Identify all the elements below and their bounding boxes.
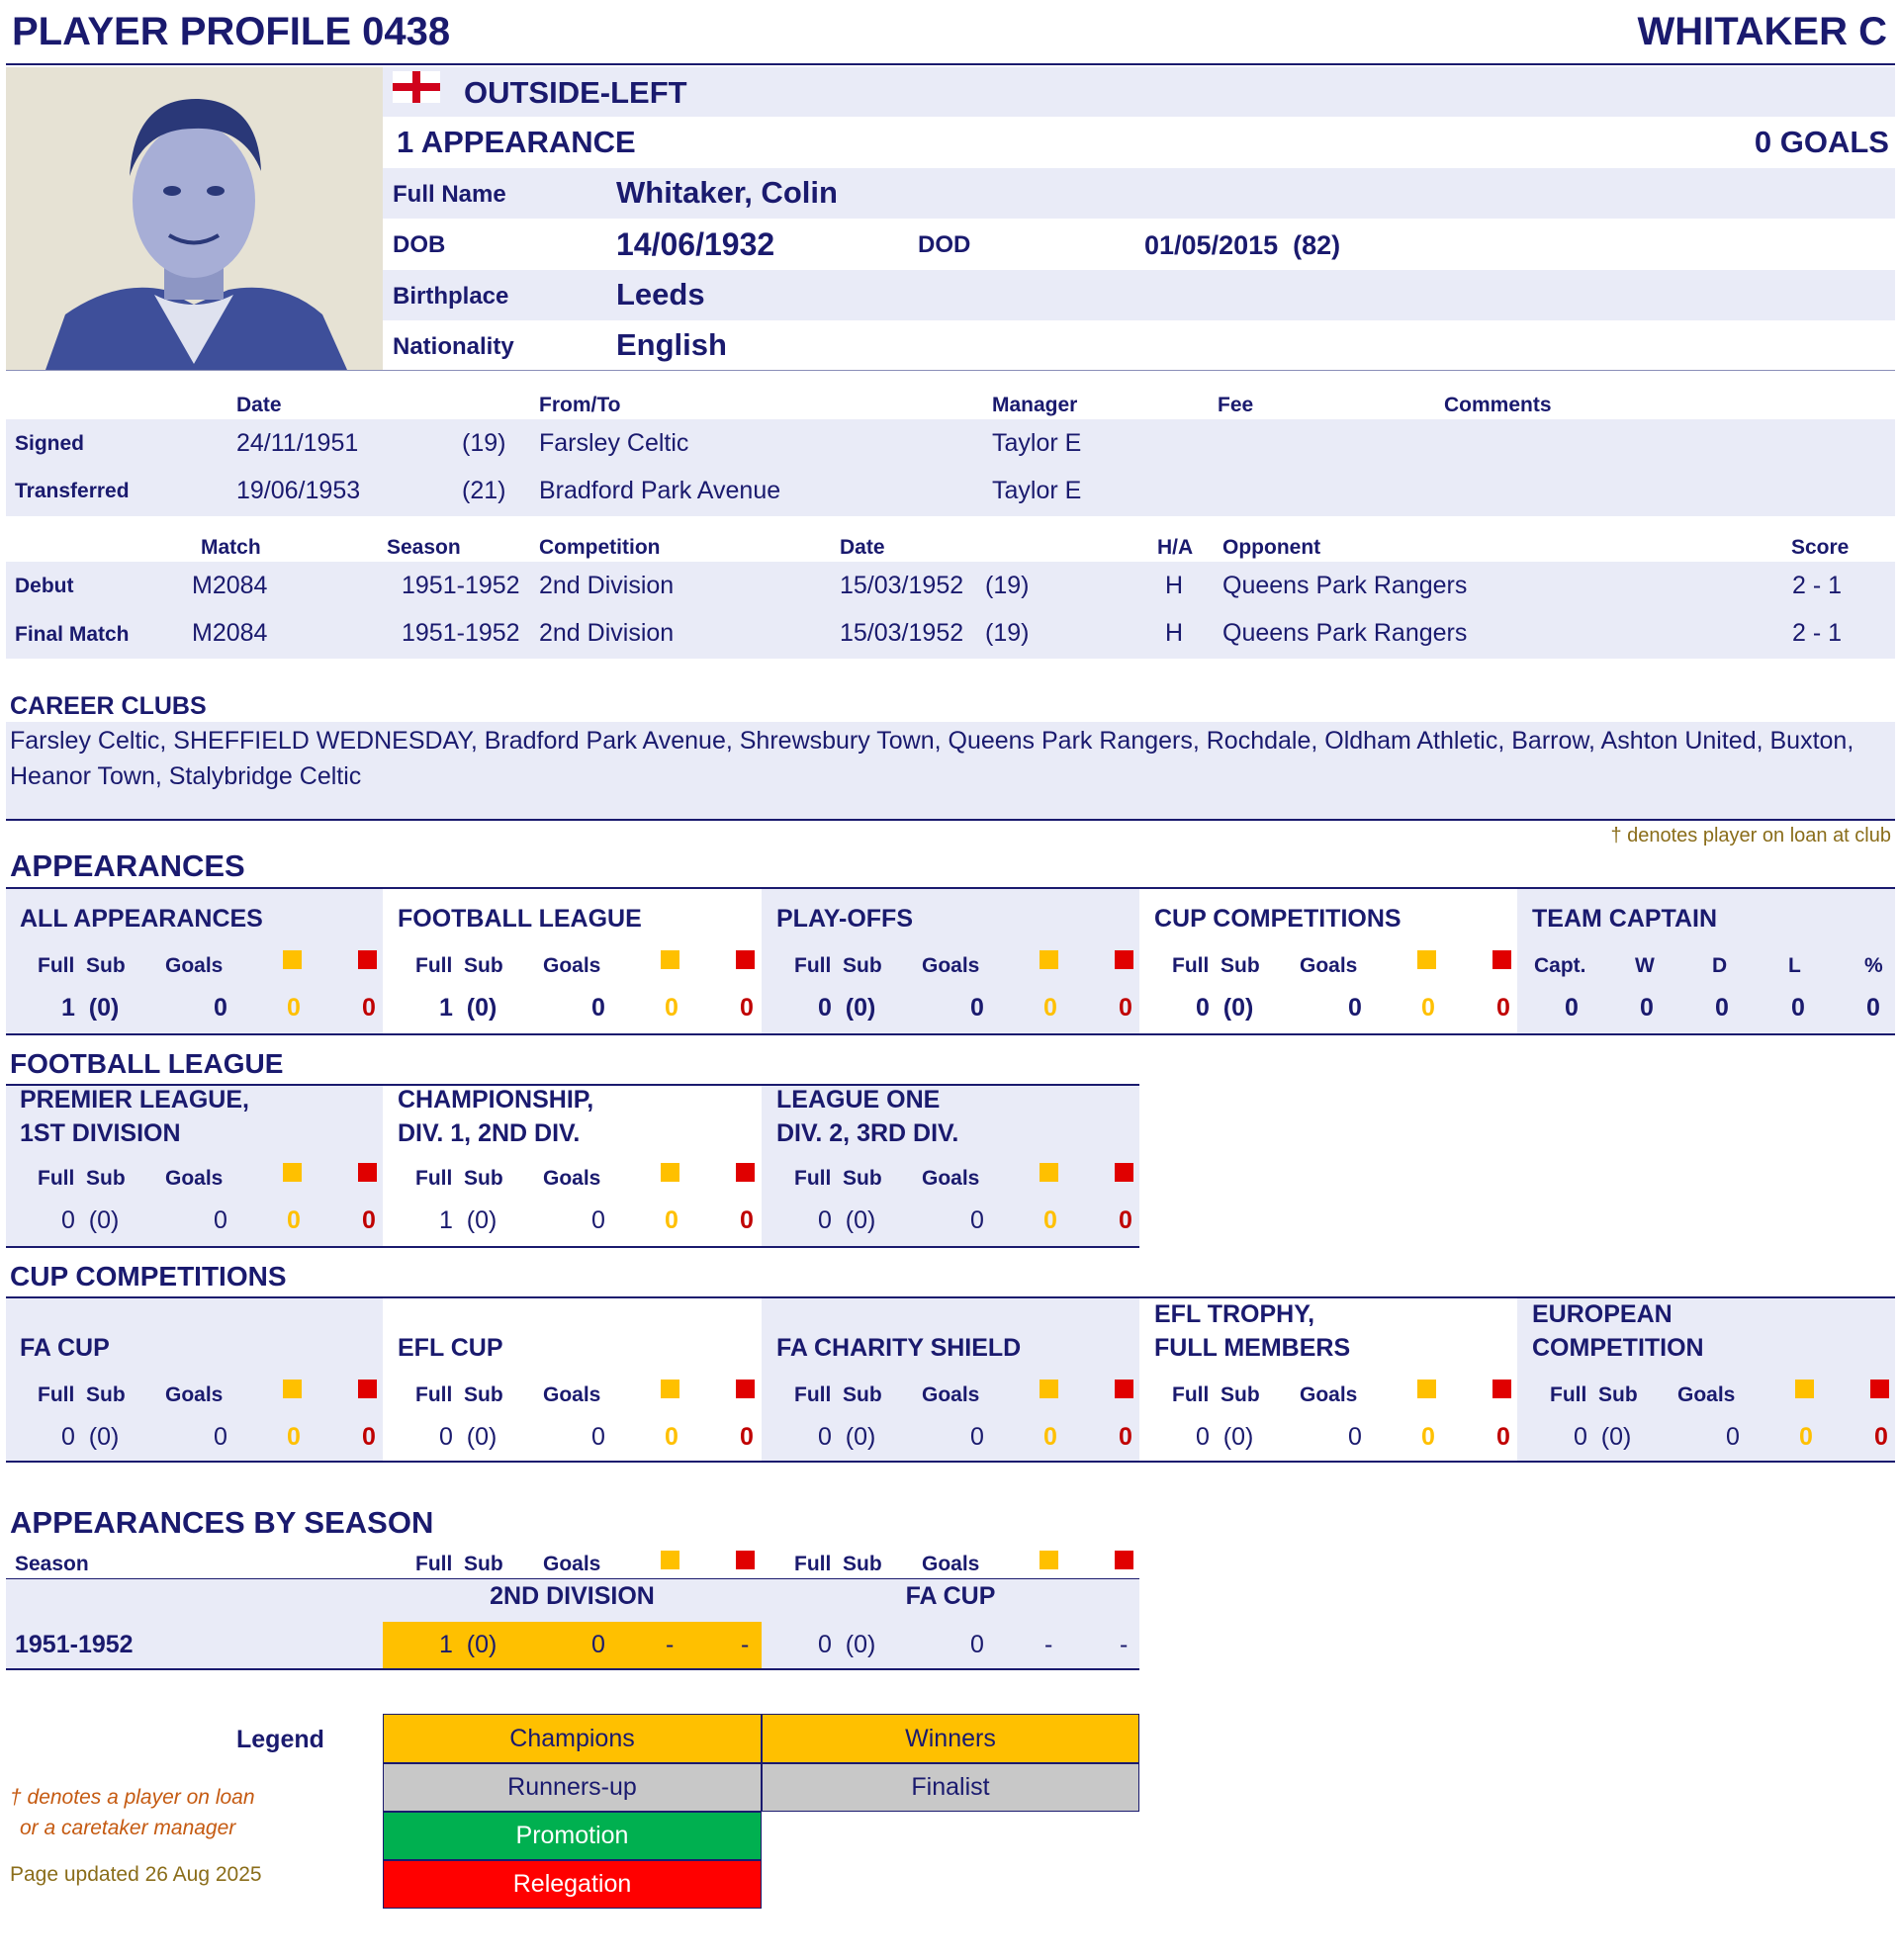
goals-value: 0: [970, 1631, 984, 1658]
goals-value: 0: [591, 1206, 605, 1234]
goals-value: 0: [970, 994, 984, 1022]
red-card-icon: [358, 1380, 377, 1398]
yellow-card-icon: [1040, 950, 1058, 969]
full-sub-value: 0 (0): [818, 1423, 876, 1451]
red-count: 0: [362, 1206, 376, 1234]
transfer-label: Transferred: [15, 480, 130, 502]
red-count: 0: [1119, 1423, 1132, 1451]
goals-value: 0: [970, 1423, 984, 1451]
cup-competitions-title: CUP COMPETITIONS: [10, 1261, 287, 1292]
red-card-icon: [1115, 1380, 1133, 1398]
appearances-title: APPEARANCES: [10, 848, 245, 883]
matches-header: [6, 532, 1895, 562]
red-card-icon: [358, 1163, 377, 1182]
yellow-count: 0: [1421, 1423, 1435, 1451]
loan-legend-note: † denotes a player on loan: [10, 1786, 255, 1809]
red-card-icon: [736, 1163, 755, 1182]
full-sub-value: 0 (0): [439, 1423, 497, 1451]
match-header: Match: [201, 536, 261, 559]
match-rows: [6, 562, 1895, 659]
goals-header: Goals: [543, 1383, 601, 1406]
cup-block-fa: [6, 1298, 383, 1461]
match-label: Debut: [15, 575, 74, 597]
match-ha: H: [1165, 619, 1184, 647]
match-age: (19): [985, 572, 1030, 599]
match-competition: 2nd Division: [539, 619, 675, 647]
cup-block-efl-trophy: [1139, 1298, 1517, 1461]
goals-value: 0: [591, 1423, 605, 1451]
red-card-icon: [1870, 1380, 1889, 1398]
transfers-manager-header: Manager: [992, 394, 1078, 416]
cups-panel: [6, 1298, 1895, 1461]
yellow-count: 0: [287, 1206, 301, 1234]
yellow-card-icon: [661, 1163, 679, 1182]
goals-value: 0: [214, 994, 227, 1022]
season-header: Season: [387, 536, 461, 559]
goals-header: Goals: [922, 1553, 980, 1575]
full-sub-header: Full Sub: [794, 1553, 882, 1575]
goals-header: Goals: [165, 954, 224, 977]
draws-value: 0: [1715, 994, 1729, 1022]
full-sub-header: Full Sub: [415, 1167, 503, 1190]
date-header: Date: [840, 536, 885, 559]
red-card-icon: [736, 1551, 755, 1569]
yellow-count: 0: [1043, 1423, 1057, 1451]
goals-value: 0: [1348, 994, 1362, 1022]
nationality-value: English: [616, 327, 727, 362]
opponent-header: Opponent: [1222, 536, 1321, 559]
block-title-line: PREMIER LEAGUE,: [20, 1086, 249, 1114]
cup-block-efl: [383, 1298, 762, 1461]
by-season-bottom-rule: [6, 1668, 1139, 1670]
player-photo: [6, 67, 383, 370]
full-sub-header: Full Sub: [38, 954, 126, 977]
full-sub-value: 0 (0): [1574, 1423, 1632, 1451]
goals-value: 0: [970, 1206, 984, 1234]
full-sub-header: Full Sub: [415, 1553, 503, 1575]
match-ha: H: [1165, 572, 1184, 599]
career-clubs-title: CAREER CLUBS: [10, 692, 207, 720]
goals-header: Goals: [922, 1167, 980, 1190]
block-title-line: DIV. 2, 3RD DIV.: [776, 1119, 959, 1147]
match-id: M2084: [192, 619, 268, 647]
yellow-card-icon: [661, 1551, 679, 1569]
draws-header: D: [1712, 954, 1728, 977]
match-label: Final Match: [15, 623, 130, 646]
nationality-label: Nationality: [393, 333, 514, 360]
season-header: Season: [15, 1553, 89, 1575]
wins-value: 0: [1640, 994, 1654, 1022]
yellow-count: 0: [1799, 1423, 1813, 1451]
by-season-title: APPEARANCES BY SEASON: [10, 1505, 434, 1540]
full-sub-value: 0 (0): [818, 1631, 876, 1658]
football-league-title: FOOTBALL LEAGUE: [10, 1048, 284, 1079]
full-sub-value: 0 (0): [61, 1206, 120, 1234]
red-card-icon: [1492, 950, 1511, 969]
yellow-count: 0: [665, 1206, 678, 1234]
red-count: 0: [1119, 994, 1132, 1022]
red-count: -: [741, 1631, 750, 1658]
goals-header: Goals: [922, 1383, 980, 1406]
block-title-line: EFL CUP: [398, 1334, 503, 1362]
stat-block-league: [383, 889, 762, 1033]
wins-header: W: [1635, 954, 1655, 977]
appearances-bottom-rule: [6, 1033, 1895, 1035]
birthplace-value: Leeds: [616, 277, 705, 312]
position: OUTSIDE-LEFT: [464, 75, 687, 110]
red-card-icon: [358, 950, 377, 969]
yellow-count: 0: [665, 994, 678, 1022]
full-sub-value: 1 (0): [61, 994, 120, 1022]
block-title-line: FA CHARITY SHIELD: [776, 1334, 1022, 1362]
yellow-count: 0: [665, 1423, 678, 1451]
transfer-club: Bradford Park Avenue: [539, 477, 781, 504]
yellow-card-icon: [1417, 950, 1436, 969]
full-sub-header: Full Sub: [1172, 954, 1260, 977]
block-title-line: COMPETITION: [1532, 1334, 1704, 1362]
full-sub-header: Full Sub: [38, 1167, 126, 1190]
match-season: 1951-1952: [402, 619, 520, 647]
yellow-count: 0: [287, 1423, 301, 1451]
legend-champions: Champions: [383, 1714, 762, 1763]
birthplace-row: [383, 270, 1895, 320]
block-title-line: LEAGUE ONE: [776, 1086, 941, 1114]
competition-fa-cup-header: FA CUP: [905, 1582, 996, 1610]
competition-2nd-division-header: 2ND DIVISION: [490, 1582, 655, 1610]
position-row: [383, 67, 1895, 117]
full-name-label: Full Name: [393, 181, 506, 208]
goals-header: Goals: [165, 1383, 224, 1406]
match-age: (19): [985, 619, 1030, 647]
match-date: 15/03/1952: [840, 619, 964, 647]
transfer-label: Signed: [15, 432, 85, 455]
dob-value: 14/06/1932: [616, 226, 775, 262]
yellow-count: -: [666, 1631, 675, 1658]
red-count: 0: [1119, 1206, 1132, 1234]
full-name-row: [383, 168, 1895, 219]
transfers-date-header: Date: [236, 394, 282, 416]
nationality-row: [383, 320, 1895, 370]
match-opponent: Queens Park Rangers: [1222, 572, 1468, 599]
birthplace-label: Birthplace: [393, 283, 509, 310]
score-header: Score: [1791, 536, 1850, 559]
red-count: 0: [1496, 994, 1510, 1022]
goals-header: Goals: [1300, 1383, 1358, 1406]
red-card-icon: [1492, 1380, 1511, 1398]
goals-header: Goals: [165, 1167, 224, 1190]
losses-value: 0: [1791, 994, 1805, 1022]
goals-total: 0 GOALS: [1754, 125, 1889, 159]
losses-header: L: [1788, 954, 1801, 977]
block-title: ALL APPEARANCES: [20, 905, 263, 933]
legend-title: Legend: [236, 1726, 324, 1753]
red-card-icon: [1115, 1551, 1133, 1569]
totals-row: [383, 117, 1895, 168]
football-league-bottom-rule: [6, 1246, 1139, 1248]
red-count: 0: [1874, 1423, 1888, 1451]
yellow-card-icon: [283, 1163, 302, 1182]
match-date: 15/03/1952: [840, 572, 964, 599]
full-sub-value: 1 (0): [439, 994, 497, 1022]
full-sub-header: Full Sub: [1172, 1383, 1260, 1406]
block-title-line: DIV. 1, 2ND DIV.: [398, 1119, 581, 1147]
yellow-card-icon: [1040, 1551, 1058, 1569]
yellow-card-icon: [1040, 1163, 1058, 1182]
transfer-manager: Taylor E: [992, 429, 1082, 457]
goals-value: 0: [214, 1423, 227, 1451]
transfer-manager: Taylor E: [992, 477, 1082, 504]
block-title-line: 1ST DIVISION: [20, 1119, 181, 1147]
transfers-fromto-header: From/To: [539, 394, 621, 416]
full-sub-value: 0 (0): [1196, 994, 1254, 1022]
page-updated: Page updated 26 Aug 2025: [10, 1863, 262, 1886]
transfer-age: (21): [462, 477, 506, 504]
profile-rule: [6, 370, 1895, 371]
appearances-total: 1 APPEARANCE: [397, 125, 636, 159]
match-competition: 2nd Division: [539, 572, 675, 599]
transfers-comments-header: Comments: [1444, 394, 1552, 416]
stat-block-captain: [1517, 889, 1895, 1033]
transfers-fee-header: Fee: [1218, 394, 1254, 416]
red-card-icon: [736, 950, 755, 969]
ha-header: H/A: [1157, 536, 1194, 559]
block-title-line: EUROPEAN: [1532, 1300, 1673, 1328]
red-count: -: [1120, 1631, 1129, 1658]
legend-relegation: Relegation: [383, 1860, 762, 1909]
goals-header: Goals: [1300, 954, 1358, 977]
full-sub-header: Full Sub: [794, 954, 882, 977]
red-count: 0: [740, 994, 754, 1022]
full-sub-header: Full Sub: [794, 1383, 882, 1406]
goals-header: Goals: [543, 1553, 601, 1575]
goals-header: Goals: [543, 1167, 601, 1190]
full-sub-header: Full Sub: [415, 954, 503, 977]
full-sub-value: 0 (0): [1196, 1423, 1254, 1451]
block-title: FOOTBALL LEAGUE: [398, 905, 642, 933]
goals-header: Goals: [1677, 1383, 1736, 1406]
football-league-panel: [6, 1086, 1139, 1246]
full-sub-header: Full Sub: [415, 1383, 503, 1406]
match-score: 2 - 1: [1792, 619, 1843, 647]
full-sub-header: Full Sub: [1550, 1383, 1638, 1406]
transfer-club: Farsley Celtic: [539, 429, 689, 457]
yellow-card-icon: [283, 950, 302, 969]
red-card-icon: [736, 1380, 755, 1398]
full-sub-value: 0 (0): [818, 994, 876, 1022]
yellow-count: -: [1044, 1631, 1053, 1658]
legend-finalist: Finalist: [762, 1763, 1139, 1812]
yellow-card-icon: [661, 950, 679, 969]
match-season: 1951-1952: [402, 572, 520, 599]
percent-header: %: [1864, 954, 1883, 977]
percent-value: 0: [1866, 994, 1880, 1022]
dod-value: 01/05/2015 (82): [1144, 230, 1341, 260]
block-title-line: FULL MEMBERS: [1154, 1334, 1351, 1362]
full-sub-header: Full Sub: [38, 1383, 126, 1406]
yellow-card-icon: [1040, 1380, 1058, 1398]
full-sub-value: 0 (0): [61, 1423, 120, 1451]
red-count: 0: [740, 1423, 754, 1451]
stat-block-playoffs: [762, 889, 1139, 1033]
header-rule: [6, 63, 1895, 65]
by-season-header: [6, 1551, 1139, 1578]
full-sub-value: 1 (0): [439, 1631, 497, 1658]
player-short-name: WHITAKER C: [1637, 10, 1887, 53]
red-card-icon: [1115, 950, 1133, 969]
dob-label: DOB: [393, 231, 446, 258]
appearances-panel: [6, 889, 1895, 1033]
full-sub-header: Full Sub: [794, 1167, 882, 1190]
career-clubs-line: Farsley Celtic, SHEFFIELD WEDNESDAY, Bradford Park Avenue, Shrewsbury Town, Queens Park Rangers, Rochdale, Oldham Athletic, Barrow, Ashton United, Buxton,: [10, 727, 1854, 755]
stat-block-all: [6, 889, 383, 1033]
page-title: PLAYER PROFILE 0438: [12, 10, 451, 53]
yellow-card-icon: [1417, 1380, 1436, 1398]
full-sub-value: 1 (0): [439, 1206, 497, 1234]
transfer-date: 24/11/1951: [236, 429, 359, 457]
red-card-icon: [1115, 1163, 1133, 1182]
full-name-value: Whitaker, Colin: [616, 175, 838, 210]
loan-legend-note: or a caretaker manager: [20, 1817, 236, 1839]
red-count: 0: [1496, 1423, 1510, 1451]
captain-header: Capt.: [1534, 954, 1586, 977]
dod-label: DOD: [918, 231, 971, 258]
england-flag-icon: [393, 71, 440, 103]
career-clubs-box: [6, 722, 1895, 819]
yellow-count: 0: [1421, 994, 1435, 1022]
block-title: TEAM CAPTAIN: [1532, 905, 1718, 933]
match-id: M2084: [192, 572, 268, 599]
goals-value: 0: [591, 1631, 605, 1658]
yellow-card-icon: [1795, 1380, 1814, 1398]
block-title-line: FA CUP: [20, 1334, 110, 1362]
goals-value: 0: [1726, 1423, 1740, 1451]
yellow-count: 0: [1043, 1206, 1057, 1234]
yellow-card-icon: [661, 1380, 679, 1398]
goals-header: Goals: [543, 954, 601, 977]
dob-row: [383, 219, 1895, 270]
block-title: CUP COMPETITIONS: [1154, 905, 1402, 933]
red-count: 0: [362, 994, 376, 1022]
career-rule: [6, 819, 1895, 821]
season-row: [6, 1622, 1139, 1668]
stat-block-cups: [1139, 889, 1517, 1033]
transfers-header: [6, 392, 1895, 419]
goals-header: Goals: [922, 954, 980, 977]
cup-block-european: [1517, 1298, 1895, 1461]
cup-block-charity-shield: [762, 1298, 1139, 1461]
transfer-row: [6, 419, 1895, 516]
league-block-third: [762, 1086, 1139, 1246]
loan-note: † denotes player on loan at club: [1610, 825, 1891, 846]
legend-winners: Winners: [762, 1714, 1139, 1763]
red-count: 0: [740, 1206, 754, 1234]
block-title-line: CHAMPIONSHIP,: [398, 1086, 594, 1114]
block-title-line: EFL TROPHY,: [1154, 1300, 1315, 1328]
career-clubs-line: Heanor Town, Stalybridge Celtic: [10, 762, 362, 790]
cups-bottom-rule: [6, 1461, 1895, 1463]
season-value: 1951-1952: [15, 1631, 134, 1658]
league-block-top: [6, 1086, 383, 1246]
goals-value: 0: [1348, 1423, 1362, 1451]
block-title: PLAY-OFFS: [776, 905, 913, 933]
yellow-count: 0: [1043, 994, 1057, 1022]
yellow-count: 0: [287, 994, 301, 1022]
red-count: 0: [362, 1423, 376, 1451]
captain-value: 0: [1565, 994, 1579, 1022]
transfer-date: 19/06/1953: [236, 477, 361, 504]
goals-value: 0: [591, 994, 605, 1022]
full-sub-value: 0 (0): [818, 1206, 876, 1234]
transfer-age: (19): [462, 429, 506, 457]
match-opponent: Queens Park Rangers: [1222, 619, 1468, 647]
goals-value: 0: [214, 1206, 227, 1234]
yellow-card-icon: [283, 1380, 302, 1398]
league-block-second: [383, 1086, 762, 1246]
competition-header: Competition: [539, 536, 661, 559]
legend-promotion: Promotion: [383, 1812, 762, 1860]
match-score: 2 - 1: [1792, 572, 1843, 599]
legend-runners-up: Runners-up: [383, 1763, 762, 1812]
